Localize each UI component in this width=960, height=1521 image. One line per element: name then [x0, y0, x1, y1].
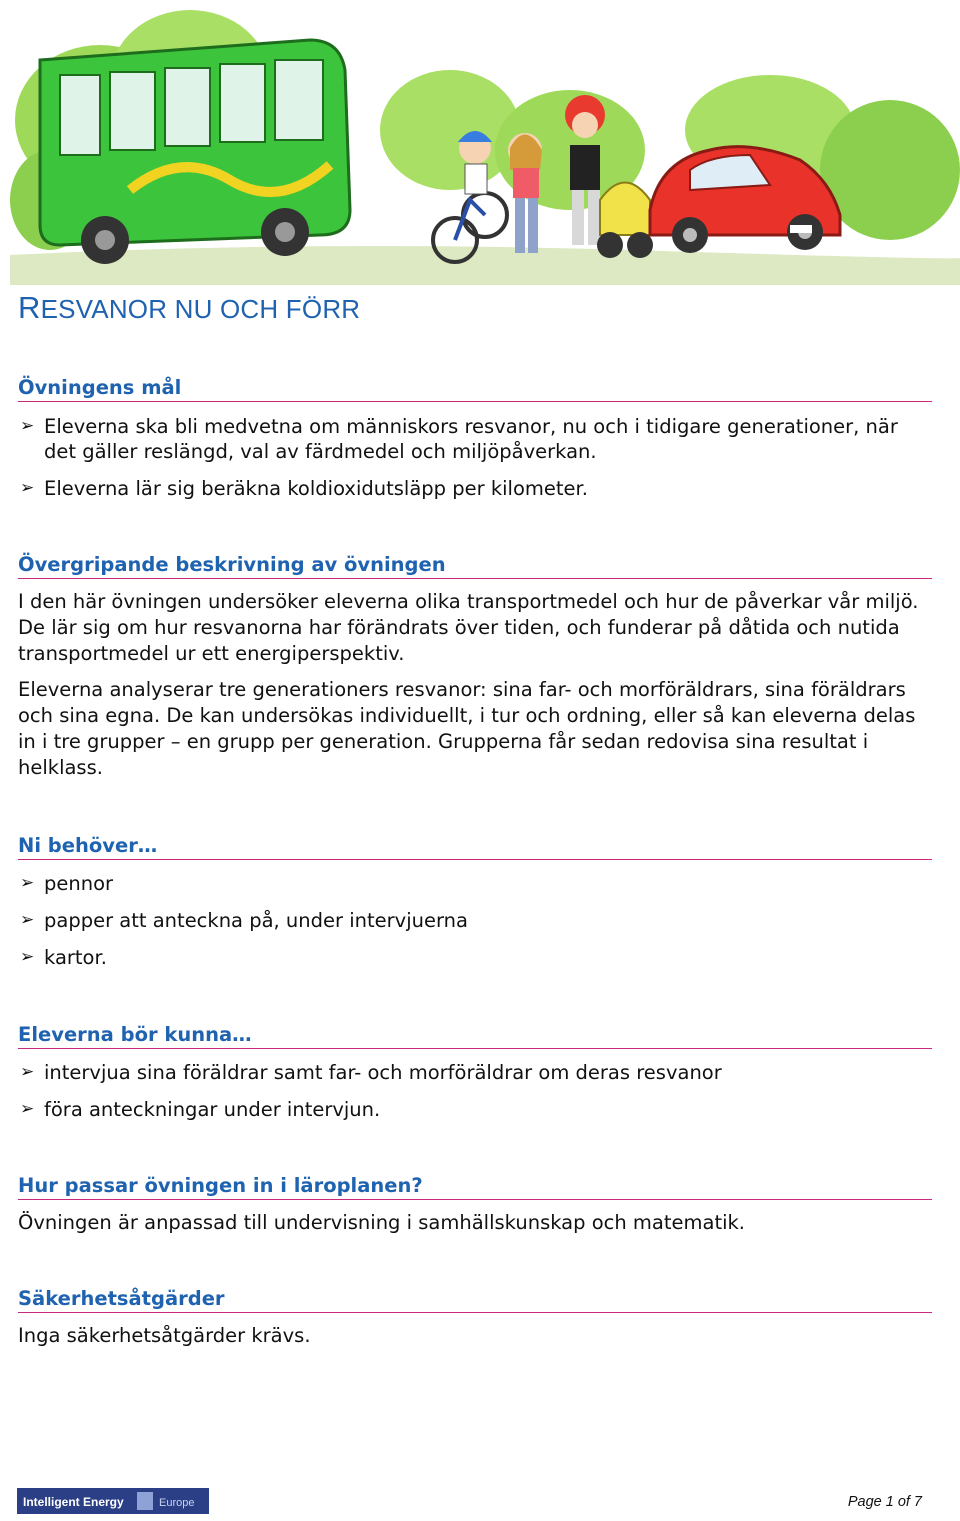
title-rest: ESVANOR NU OCH FÖRR: [40, 294, 361, 324]
arrowhead-bullet-icon: ➢: [20, 478, 35, 498]
svg-text:Europe: Europe: [159, 1497, 195, 1509]
girl-illustration: [508, 133, 542, 253]
section-heading: Övergripande beskrivning av övningen: [18, 553, 932, 579]
bus-illustration: [40, 40, 350, 264]
curriculum-text: Övningen är anpassad till undervisning i samhällskunskap och matematik.: [18, 1211, 746, 1234]
arrowhead-bullet-icon: ➢: [20, 910, 35, 930]
list-item: ➢ föra anteckningar under intervjun.: [20, 1098, 381, 1121]
title-initial: R: [18, 290, 41, 325]
ground: [10, 246, 960, 285]
safety-text: Inga säkerhetsåtgärder krävs.: [18, 1324, 311, 1347]
overview-paragraph: I den här övningen undersöker eleverna olika transportmedel och hur de påverkar vår miljö. De lär sig om hur resvanorna har förändrats över tiden, och funderar på dåtida och nutida transportmedel ur ett energiperspektiv.: [18, 590, 919, 665]
section-safety: [18, 1287, 932, 1349]
arrowhead-bullet-icon: ➢: [20, 873, 35, 893]
list-item: ➢ Eleverna ska bli medvetna om människors resvanor, nu och i tidigare generationer, när det gäller reslängd, val av färdmedel och miljöpåverkan.: [20, 415, 898, 463]
arrowhead-bullet-icon: ➢: [20, 947, 35, 967]
arrowhead-bullet-icon: ➢: [20, 416, 35, 436]
skills-list: [18, 1060, 932, 1122]
arrowhead-bullet-icon: ➢: [20, 1099, 35, 1119]
goal-list: [18, 414, 932, 501]
list-item: ➢ intervjua sina föräldrar samt far- och morföräldrar om deras resvanor: [20, 1061, 722, 1084]
section-heading: Säkerhetsåtgärder: [18, 1287, 932, 1313]
overview-paragraph: Eleverna analyserar tre generationers resvanor: sina far- och morföräldrars, sina föräldrars och sina egna. De kan undersökas individuellt, i tur och ordning, eller så kan eleverna delas in i tre grupper – en grupp per generation. Grupperna får sedan redovisa sina resultat i helklass.: [18, 678, 916, 779]
section-curriculum: [18, 1174, 932, 1236]
list-item: ➢ papper att anteckna på, under intervjuerna: [20, 909, 468, 932]
section-need: [18, 834, 932, 970]
list-item: ➢ pennor: [20, 872, 114, 895]
list-item: ➢ Eleverna lär sig beräkna koldioxidutsläpp per kilometer.: [20, 477, 588, 500]
arrowhead-bullet-icon: ➢: [20, 1062, 35, 1082]
section-overview: [18, 553, 932, 781]
list-item: ➢ kartor.: [20, 946, 107, 969]
need-list: [18, 871, 932, 970]
svg-text:Intelligent Energy: Intelligent Energy: [23, 1495, 124, 1509]
page-number: Page 1 of 7: [847, 1494, 922, 1510]
section-heading: Övningens mål: [18, 376, 932, 402]
section-heading: Ni behöver…: [18, 834, 932, 860]
section-heading: Hur passar övningen in i läroplanen?: [18, 1174, 932, 1200]
hero-illustration: [10, 0, 960, 285]
page-title: [18, 290, 360, 326]
intelligent-energy-logo: [17, 1488, 209, 1514]
section-heading: Eleverna bör kunna…: [18, 1023, 932, 1049]
section-goal: [18, 376, 932, 501]
section-skills: [18, 1023, 932, 1122]
